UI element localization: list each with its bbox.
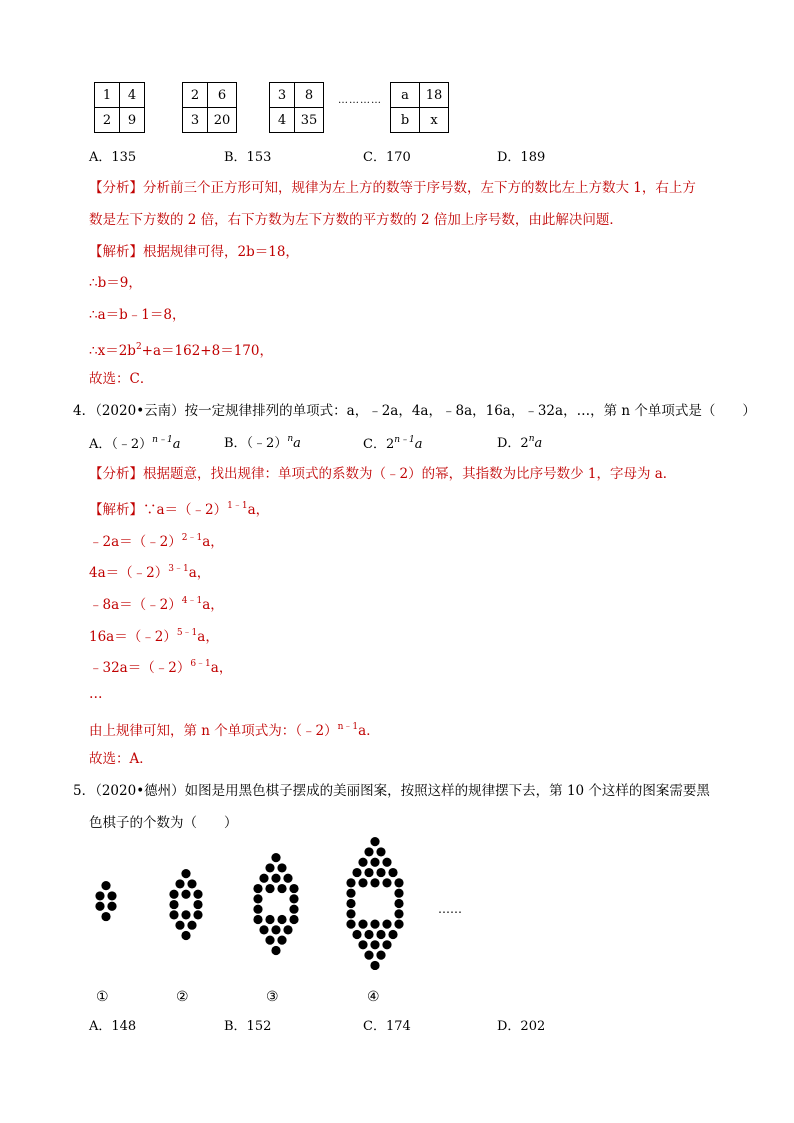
q4-analysis xyxy=(89,464,676,484)
black-piece xyxy=(358,940,367,949)
exponent: 1﹣1 xyxy=(227,501,248,511)
q4-answer: 故选：A． xyxy=(89,751,153,767)
row-text: 16a＝（﹣2） xyxy=(89,629,177,645)
row-text: ﹣8a＝（﹣2） xyxy=(89,597,182,613)
row-text: a， xyxy=(202,597,224,613)
black-piece xyxy=(358,858,367,867)
black-piece xyxy=(394,909,403,918)
q4-solution-row-5 xyxy=(89,623,219,647)
option-text: a xyxy=(534,436,543,451)
q3-solution-line-3: ∴a＝b﹣1＝8， xyxy=(89,307,186,323)
pattern-figure-1 xyxy=(86,880,126,944)
q4-solution-row-2 xyxy=(89,528,224,552)
exponent: 2﹣1 xyxy=(181,533,203,543)
black-piece xyxy=(370,961,379,970)
black-piece xyxy=(382,858,391,867)
black-piece xyxy=(364,847,373,856)
figure-label-4: ④ xyxy=(367,989,380,1005)
black-piece xyxy=(253,915,262,924)
grid-ellipsis: ………… xyxy=(338,95,382,106)
q3-analysis-line-2: 数是左下方数的 2 倍，右下方数为左下方数的平方数的 2 倍加上序号数，由此解决问题． xyxy=(89,212,623,228)
q3-solution-line-2: ∴b＝9， xyxy=(89,275,142,291)
black-piece xyxy=(394,920,403,929)
option-text: B．（﹣2） xyxy=(224,436,288,451)
figure-label-3: ③ xyxy=(266,989,279,1005)
q4-option-d xyxy=(497,432,542,451)
black-piece xyxy=(370,940,379,949)
black-piece xyxy=(277,884,286,893)
black-piece xyxy=(394,899,403,908)
black-piece xyxy=(277,936,286,945)
q3-option-c: C．170 xyxy=(363,150,411,165)
black-piece xyxy=(364,868,373,877)
grid-1 xyxy=(94,82,145,133)
option-text: A．（﹣2） xyxy=(89,437,153,452)
black-piece xyxy=(253,905,262,914)
solution-tag: 【解析】 xyxy=(89,502,143,518)
row-text: a， xyxy=(247,502,270,518)
exponent: n xyxy=(287,434,294,444)
black-piece xyxy=(289,905,298,914)
exponent: 6﹣1 xyxy=(190,659,211,669)
option-text: a xyxy=(293,436,301,451)
black-piece xyxy=(382,878,391,887)
grid-cell: 4 xyxy=(120,83,145,108)
black-piece xyxy=(271,946,280,955)
black-piece xyxy=(277,915,286,924)
black-piece xyxy=(346,889,355,898)
exponent: 2 xyxy=(135,342,142,352)
pattern-figure-3 xyxy=(244,852,308,972)
black-piece xyxy=(370,920,379,929)
grid-2 xyxy=(182,82,237,133)
black-piece xyxy=(346,909,355,918)
black-piece xyxy=(358,920,367,929)
black-piece xyxy=(259,925,268,934)
black-piece xyxy=(283,925,292,934)
black-piece xyxy=(388,868,397,877)
q4-stem: 4．（2020•云南）按一定规律排列的单项式：a，﹣2a，4a，﹣8a，16a，﹣32a，…，第 n 个单项式是（ ） xyxy=(73,403,756,419)
exponent: 5﹣1 xyxy=(176,628,198,638)
grid-cell: x xyxy=(420,108,449,133)
black-piece xyxy=(376,930,385,939)
black-piece xyxy=(376,951,385,960)
black-piece xyxy=(352,930,361,939)
option-text: a xyxy=(172,437,181,452)
q3-solution-line-4 xyxy=(89,337,273,361)
q5-stem-line-2: 色棋子的个数为（ ） xyxy=(89,815,238,831)
black-piece xyxy=(271,853,280,862)
exponent: n﹣1 xyxy=(337,722,359,732)
black-piece xyxy=(193,900,202,909)
grid-cell: 6 xyxy=(208,83,237,108)
q5-stem-line-1: 5．（2020•德州）如图是用黑色棋子摆成的美丽图案，按照这样的规律摆下去，第 10 个这样的图案需要黑 xyxy=(73,783,710,799)
grid-cell: 2 xyxy=(183,83,208,108)
grid-cell: 8 xyxy=(295,83,324,108)
black-piece xyxy=(169,900,178,909)
row-text: a， xyxy=(197,629,219,645)
analysis-tag: 【分析】 xyxy=(89,466,143,482)
black-piece xyxy=(265,915,274,924)
black-piece xyxy=(265,936,274,945)
black-piece xyxy=(169,910,178,919)
black-piece xyxy=(370,837,379,846)
black-piece xyxy=(107,902,116,911)
black-piece xyxy=(187,921,196,930)
q4-dots: … xyxy=(89,686,103,702)
black-piece xyxy=(283,874,292,883)
black-piece xyxy=(187,879,196,888)
black-piece xyxy=(358,878,367,887)
black-piece xyxy=(271,874,280,883)
solution-text: 根据规律可得，2b＝18， xyxy=(143,244,299,260)
grid-cell: a xyxy=(391,83,420,108)
figure-label-2: ② xyxy=(176,989,189,1005)
q5-option-c: C．174 xyxy=(363,1019,411,1034)
q4-conclusion xyxy=(89,717,380,741)
analysis-text: 根据题意，找出规律：单项式的系数为（﹣2）的幂，其指数为比序号数少 1，字母为 a． xyxy=(143,466,677,482)
black-piece xyxy=(382,940,391,949)
q4-solution-row-1 xyxy=(89,496,269,520)
black-piece xyxy=(352,868,361,877)
black-piece xyxy=(169,890,178,899)
grid-cell: 20 xyxy=(208,108,237,133)
pattern-ellipsis: …… xyxy=(438,902,462,916)
black-piece xyxy=(181,931,190,940)
analysis-text: 分析前三个正方形可知，规律为左上方的数等于序号数，左下方的数比左上方数大 1，右上方 xyxy=(143,180,696,196)
black-piece xyxy=(394,889,403,898)
black-piece xyxy=(346,899,355,908)
q4-solution-row-3 xyxy=(89,559,210,583)
row-text: a， xyxy=(188,565,211,581)
grid-cell: 9 xyxy=(120,108,145,133)
black-piece xyxy=(253,894,262,903)
black-piece xyxy=(193,910,202,919)
exponent: 3﹣1 xyxy=(168,564,189,574)
option-text: C．2 xyxy=(363,437,395,452)
black-piece xyxy=(271,925,280,934)
q5-option-d: D．202 xyxy=(497,1019,546,1034)
exponent: 4﹣1 xyxy=(181,596,203,606)
grid-cell: b xyxy=(391,108,420,133)
conclusion-text: 由上规律可知，第 n 个单项式为：（﹣2） xyxy=(89,723,338,739)
grid-4 xyxy=(390,82,449,133)
black-piece xyxy=(253,884,262,893)
black-piece xyxy=(95,902,104,911)
pattern-figure-2 xyxy=(160,868,212,958)
black-piece xyxy=(289,884,298,893)
black-piece xyxy=(394,878,403,887)
formula-part: ∴x＝2b xyxy=(89,343,136,359)
conclusion-text: a． xyxy=(358,723,380,739)
row-text: ﹣32a＝（﹣2） xyxy=(89,660,191,676)
black-piece xyxy=(193,890,202,899)
q3-solution-line-1 xyxy=(89,242,299,262)
q4-option-a xyxy=(89,432,180,452)
grid-cell: 35 xyxy=(295,108,324,133)
grid-cell: 3 xyxy=(270,83,295,108)
black-piece xyxy=(370,878,379,887)
grid-cell: 4 xyxy=(270,108,295,133)
q4-option-b xyxy=(224,432,301,451)
black-piece xyxy=(376,868,385,877)
black-piece xyxy=(382,920,391,929)
black-piece xyxy=(346,920,355,929)
q5-option-b: B．152 xyxy=(224,1019,272,1034)
option-text: a xyxy=(414,437,423,452)
q3-answer: 故选：C． xyxy=(89,371,154,387)
row-text: a， xyxy=(202,534,224,550)
black-piece xyxy=(388,930,397,939)
row-text: ∵a＝（﹣2） xyxy=(143,502,228,518)
black-piece xyxy=(181,890,190,899)
q3-option-b: B．153 xyxy=(224,150,272,165)
pattern-figure-4 xyxy=(337,836,413,984)
option-text: D．2 xyxy=(497,436,529,451)
black-piece xyxy=(101,912,110,921)
row-text: a， xyxy=(210,660,233,676)
black-piece xyxy=(175,921,184,930)
black-piece xyxy=(364,930,373,939)
grid-3 xyxy=(269,82,324,133)
q5-option-a: A．148 xyxy=(89,1019,137,1034)
grid-cell: 1 xyxy=(95,83,120,108)
solution-tag: 【解析】 xyxy=(89,244,143,260)
q4-option-c xyxy=(363,432,423,452)
exponent: n﹣1 xyxy=(394,435,415,445)
q4-solution-row-4 xyxy=(89,591,224,615)
q3-option-a: A．135 xyxy=(89,150,137,165)
q4-solution-row-6 xyxy=(89,654,232,678)
black-piece xyxy=(181,869,190,878)
black-piece xyxy=(107,891,116,900)
black-piece xyxy=(259,874,268,883)
exponent: n﹣1 xyxy=(152,435,173,445)
q3-analysis-line-1 xyxy=(89,178,696,198)
analysis-tag: 【分析】 xyxy=(89,180,143,196)
black-piece xyxy=(181,910,190,919)
black-piece xyxy=(265,884,274,893)
black-piece xyxy=(175,879,184,888)
formula-part: +a＝162+8＝170， xyxy=(141,343,273,359)
row-text: ﹣2a＝（﹣2） xyxy=(89,534,182,550)
black-piece xyxy=(346,878,355,887)
grid-cell: 3 xyxy=(183,108,208,133)
q3-option-d: D．189 xyxy=(497,150,546,165)
black-piece xyxy=(370,858,379,867)
black-piece xyxy=(376,847,385,856)
black-piece xyxy=(101,881,110,890)
black-piece xyxy=(364,951,373,960)
black-piece xyxy=(277,863,286,872)
black-piece xyxy=(265,863,274,872)
black-piece xyxy=(289,894,298,903)
black-piece xyxy=(95,891,104,900)
row-text: 4a＝（﹣2） xyxy=(89,565,169,581)
black-piece xyxy=(289,915,298,924)
figure-label-1: ① xyxy=(96,989,109,1005)
grid-cell: 18 xyxy=(420,83,449,108)
grid-cell: 2 xyxy=(95,108,120,133)
exponent: n xyxy=(528,434,535,444)
